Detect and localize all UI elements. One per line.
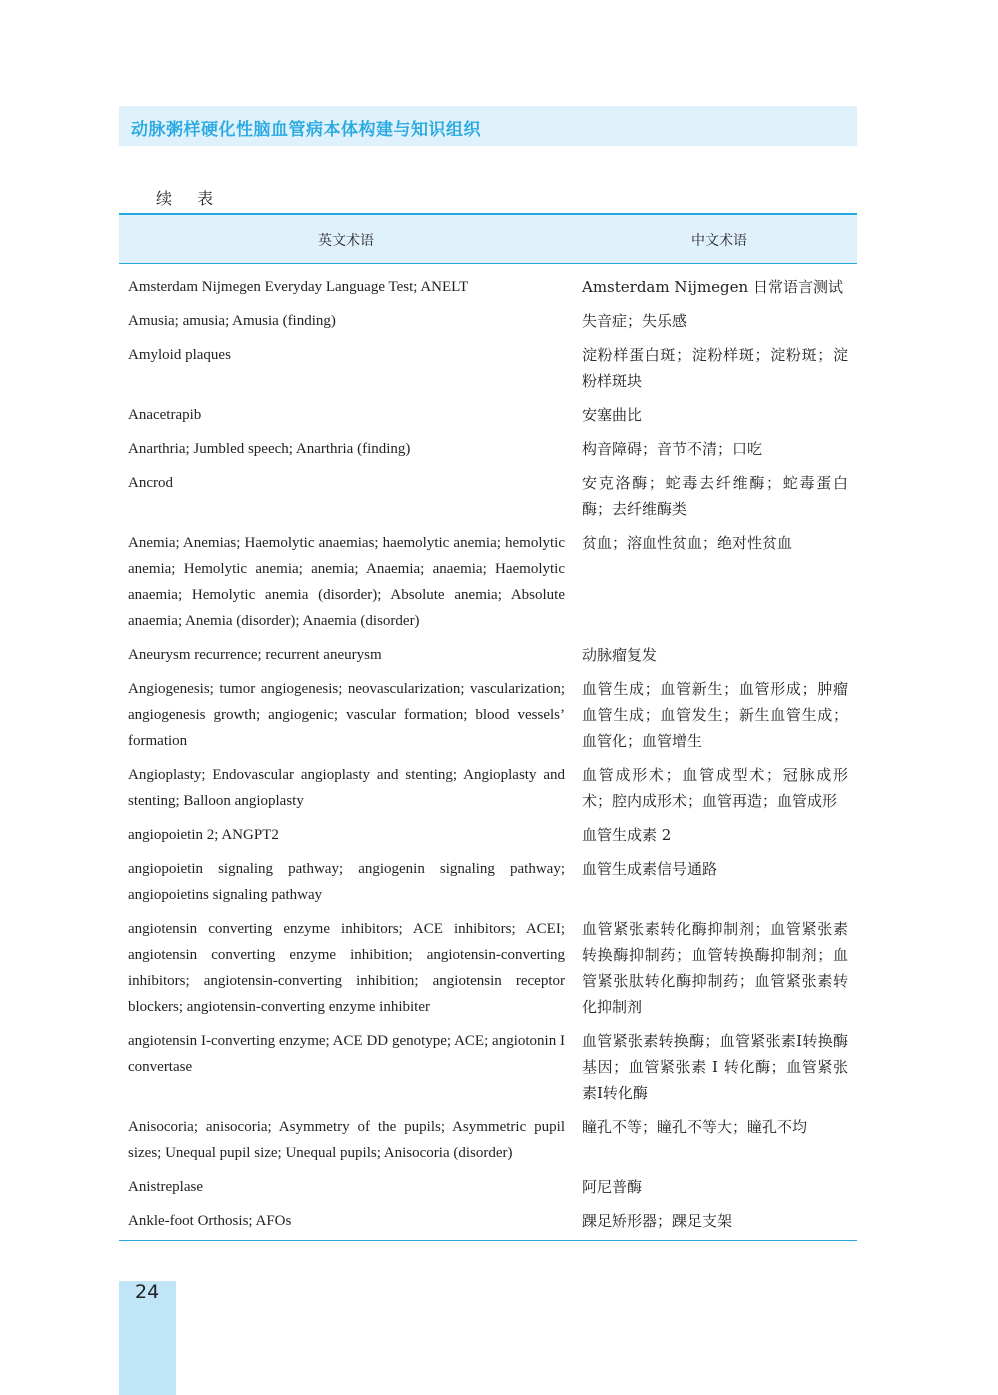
- chinese-term-cell: 踝足矫形器；踝足支架: [582, 1212, 733, 1230]
- chinese-term-cell: 血管紧张素转化酶抑制剂；血管紧张素转换酶抑制药；血管转换酶抑制剂；血管紧张肽转化酶抑制药；血管紧张素转化抑制剂: [582, 920, 848, 1016]
- english-term-cell: Anemia; Anemias; Haemolytic anaemias; haemolytic anemia; hemolytic anemia; Hemolytic anemia; anemia; Anaemia; anaemia; Haemolytic anaemia; Hemolytic anemia (disorder); Absolute anemia; Absolute anaemia; Anemia (disorder); Anaemia (disorder): [128, 535, 565, 629]
- table-row: [119, 526, 857, 638]
- english-term-cell: Angioplasty; Endovascular angioplasty and stenting; Angioplasty and stenting; Balloon angioplasty: [128, 767, 565, 809]
- chinese-term-cell: 动脉瘤复发: [582, 646, 658, 664]
- chinese-term-cell: 血管生成素 2: [582, 826, 672, 844]
- table-row: [119, 818, 857, 852]
- table-row: [119, 672, 857, 758]
- english-term-cell: Amusia; amusia; Amusia (finding): [128, 313, 336, 329]
- table-row: [119, 398, 857, 432]
- table-row: [119, 1170, 857, 1204]
- table-row: [119, 432, 857, 466]
- english-term-cell: angiotensin I-converting enzyme; ACE DD genotype; ACE; angiotonin I convertase: [128, 1033, 565, 1075]
- table-row: [119, 638, 857, 672]
- table-caption: 续 表: [156, 189, 224, 208]
- table-row: [119, 912, 857, 1024]
- table-row: [119, 304, 857, 338]
- column-header-english: 英文术语: [318, 233, 374, 249]
- chinese-term-cell: 贫血；溶血性贫血；绝对性贫血: [582, 534, 793, 552]
- chinese-term-cell: 安塞曲比: [582, 406, 643, 424]
- table-row: [119, 1024, 857, 1110]
- chinese-term-cell: 安克洛酶；蛇毒去纤维酶；蛇毒蛋白酶；去纤维酶类: [582, 474, 848, 518]
- table-row: [119, 1204, 857, 1238]
- chinese-term-cell: 瞳孔不等；瞳孔不等大；瞳孔不均: [582, 1118, 808, 1136]
- english-term-cell: angiotensin converting enzyme inhibitors; ACE inhibitors; ACEI; angiotensin converting enzyme inhibition; angiotensin-converting inhibitors; angiotensin-converting inhibition; angiotensin receptor blockers; angiotensin-converting enzyme inhibiter: [128, 921, 565, 1015]
- chinese-term-cell: 构音障碍；音节不清；口吃: [582, 440, 763, 458]
- table-header: [119, 213, 857, 264]
- english-term-cell: Ankle-foot Orthosis; AFOs: [128, 1213, 292, 1229]
- english-term-cell: Ancrod: [128, 475, 173, 491]
- english-term-cell: Anacetrapib: [128, 407, 202, 423]
- english-term-cell: Amsterdam Nijmegen Everyday Language Test; ANELT: [128, 279, 469, 295]
- english-term-cell: Aneurysm recurrence; recurrent aneurysm: [128, 647, 382, 663]
- english-term-cell: angiopoietin signaling pathway; angiogenin signaling pathway; angiopoietins signaling pathway: [128, 861, 565, 903]
- chinese-term-cell: 血管生成；血管新生；血管形成；肿瘤血管生成；血管发生；新生血管生成；血管化；血管增生: [582, 680, 848, 750]
- chinese-term-cell: 淀粉样蛋白斑；淀粉样斑；淀粉斑；淀粉样斑块: [582, 346, 848, 390]
- page-number: 24: [135, 1281, 160, 1303]
- page-number-tab: [119, 1281, 176, 1395]
- chinese-term-cell: 血管紧张素转换酶；血管紧张素I转换酶基因；血管紧张素 Ⅰ 转化酶；血管紧张素I转化酶: [582, 1032, 848, 1102]
- english-term-cell: Anistreplase: [128, 1179, 203, 1195]
- chinese-term-cell: 阿尼普酶: [582, 1178, 643, 1196]
- english-term-cell: Amyloid plaques: [128, 347, 231, 363]
- chinese-term-cell: 血管成形术；血管成型术；冠脉成形术；腔内成形术；血管再造；血管成形: [582, 766, 848, 810]
- book-title: 动脉粥样硬化性脑血管病本体构建与知识组织: [131, 120, 481, 140]
- table-row: [119, 852, 857, 912]
- header-banner: [119, 106, 857, 146]
- english-term-cell: Anisocoria; anisocoria; Asymmetry of the pupils; Asymmetric pupil sizes; Unequal pupil size; Unequal pupils; Anisocoria (disorder): [128, 1119, 565, 1161]
- english-term-cell: angiopoietin 2; ANGPT2: [128, 827, 279, 843]
- english-term-cell: Anarthria; Jumbled speech; Anarthria (finding): [128, 441, 411, 457]
- terminology-table: [119, 213, 857, 1241]
- table-row: [119, 1110, 857, 1170]
- chinese-term-cell: 血管生成素信号通路: [582, 860, 718, 878]
- table-row: [119, 270, 857, 304]
- column-header-chinese: 中文术语: [691, 233, 747, 249]
- chinese-term-cell: Amsterdam Nijmegen 日常语言测试: [582, 278, 843, 296]
- table-row: [119, 758, 857, 818]
- table-body: [119, 264, 857, 1241]
- chinese-term-cell: 失音症；失乐感: [582, 312, 688, 330]
- table-row: [119, 338, 857, 398]
- english-term-cell: Angiogenesis; tumor angiogenesis; neovascularization; vascularization; angiogenesis growth; angiogenic; vascular formation; blood vessels’ formation: [128, 681, 565, 749]
- table-row: [119, 466, 857, 526]
